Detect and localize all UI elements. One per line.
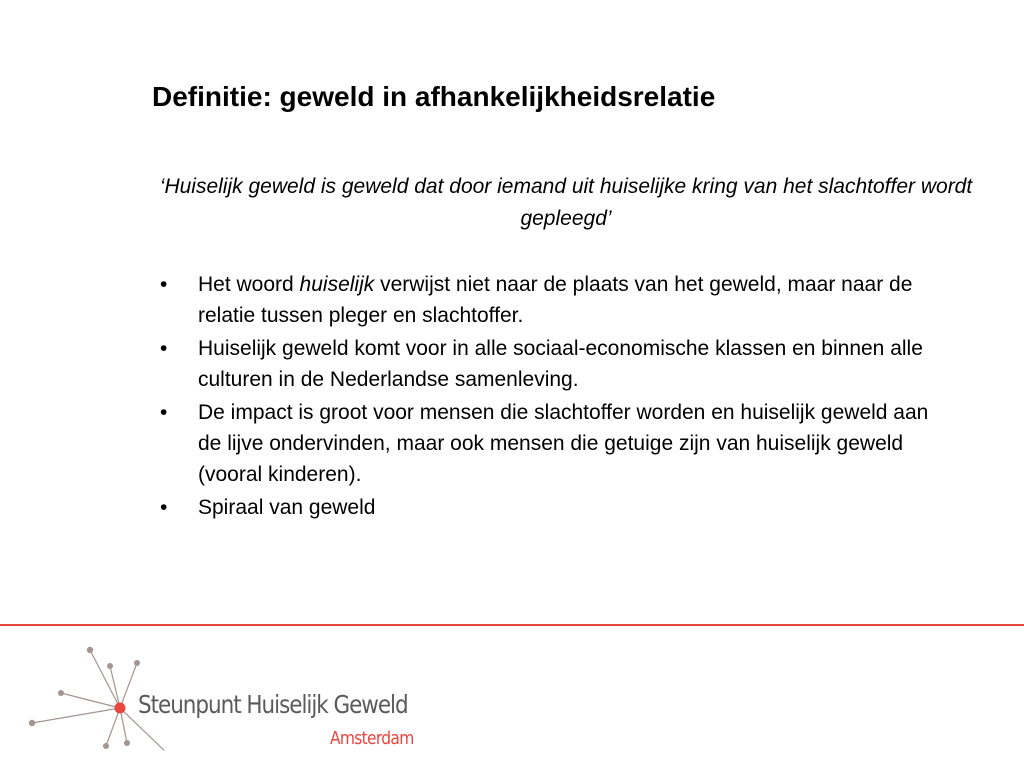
bullet-text-before: Het woord	[198, 273, 300, 296]
bullet-marker: •	[160, 496, 168, 519]
slide-title: Definitie: geweld in afhankelijkheidsrelatie	[152, 81, 716, 112]
organization-name: Steunpunt Huiselijk Geweld	[138, 690, 408, 719]
bullet-item-4	[0, 492, 933, 523]
bullet-marker: •	[160, 337, 168, 360]
bullet-item-1	[0, 269, 933, 331]
bullet-marker: •	[160, 273, 168, 296]
bullet-text: De impact is groot voor mensen die slachtoffer worden en huiselijk geweld aan de lijve ondervinden, maar ook mensen die getuige zijn van huiselijk geweld (vooral kinderen).	[198, 401, 929, 486]
definition-quote: ‘Huiselijk geweld is geweld dat door iemand uit huiselijke kring van het slachtoffer wordt gepleegd’	[159, 175, 973, 230]
bullet-text-after: verwijst niet naar de plaats van het geweld, maar naar de relatie tussen pleger en slachtoffer.	[198, 273, 913, 327]
organization-city: Amsterdam	[330, 728, 414, 749]
bullet-item-3	[0, 397, 933, 490]
bullet-text: Huiselijk geweld komt voor in alle sociaal-economische klassen en binnen alle culturen in de Nederlandse samenleving.	[198, 337, 923, 391]
bullet-item-2	[0, 333, 933, 395]
bullet-emphasis: huiselijk	[299, 273, 375, 296]
bullet-text: Spiraal van geweld	[198, 496, 376, 519]
bullet-marker: •	[160, 401, 168, 424]
bullet-list	[0, 269, 1024, 525]
footer-divider	[0, 624, 1024, 626]
